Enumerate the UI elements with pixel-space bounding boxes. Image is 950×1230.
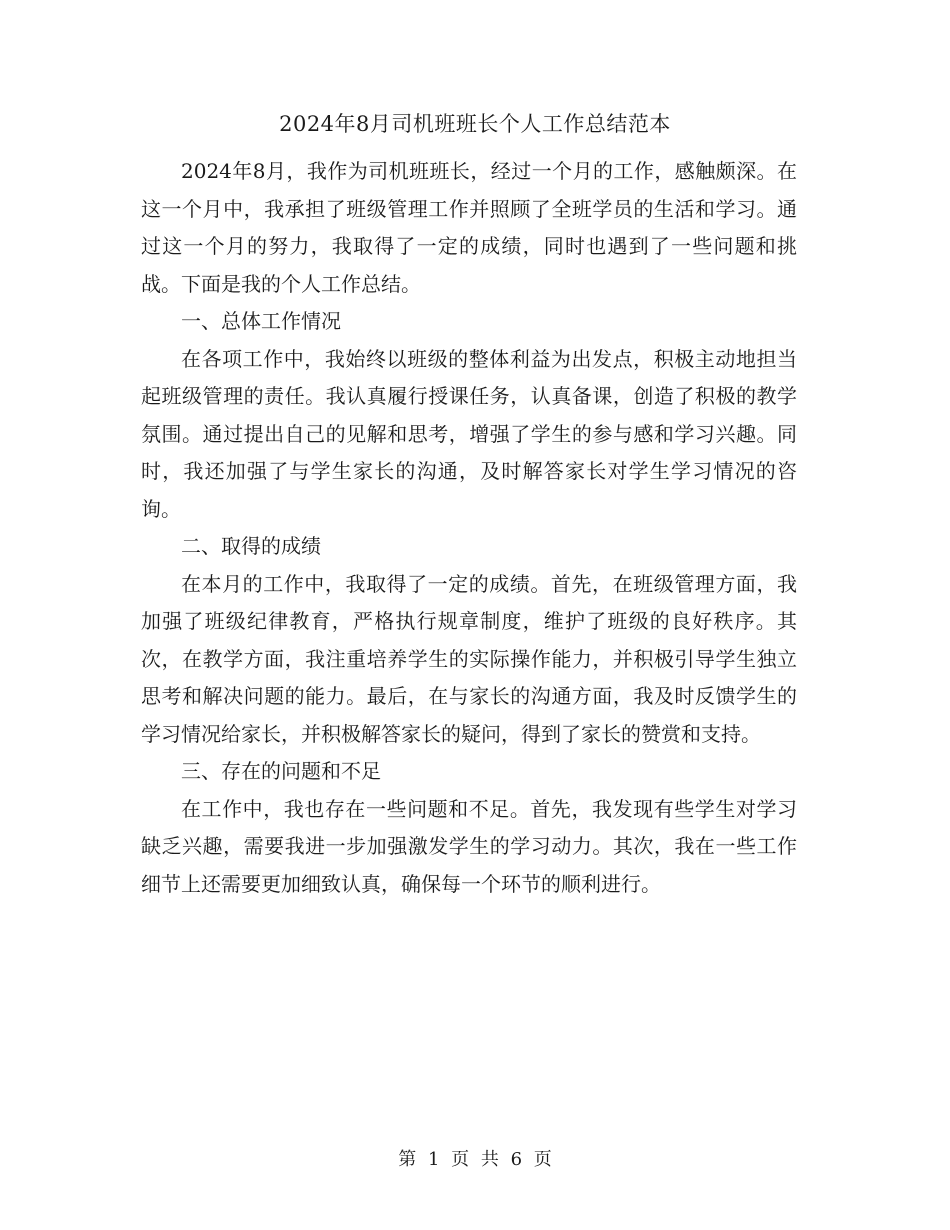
paragraph-achievements: 在本月的工作中，我取得了一定的成绩。首先，在班级管理方面，我加强了班级纪律教育，严格执行规章制度，维护了班级的良好秩序。其次，在教学方面，我注重培养学生的实际操作能力，并积极引导学生独立思考和解决问题的能力。最后，在与家长的沟通方面，我及时反馈学生的学习情况给家长，并积极解答家长的疑问，得到了家长的赞赏和支持。: [141, 571, 797, 746]
paragraph-problems: 在工作中，我也存在一些问题和不足。首先，我发现有些学生对学习缺乏兴趣，需要我进一步加强激发学生的学习动力。其次，我在一些工作细节上还需要更加细致认真，确保每一个环节的顺利进行。: [141, 796, 797, 896]
page-number-footer: 第 1 页 共 6 页: [398, 1149, 552, 1170]
paragraph-overall: 在各项工作中，我始终以班级的整体利益为出发点，积极主动地担当起班级管理的责任。我认真履行授课任务，认真备课，创造了积极的教学氛围。通过提出自己的见解和思考，增强了学生的参与感和学习兴趣。同时，我还加强了与学生家长的沟通，及时解答家长对学生学习情况的咨询。: [141, 346, 797, 521]
section-heading-problems: 三、存在的问题和不足: [181, 759, 381, 783]
section-heading-overall: 一、总体工作情况: [181, 309, 341, 333]
document-title: 2024年8月司机班班长个人工作总结范本: [279, 112, 671, 136]
paragraph-intro: 2024年8月，我作为司机班班长，经过一个月的工作，感触颇深。在这一个月中，我承担了班级管理工作并照顾了全班学员的生活和学习。通过这一个月的努力，我取得了一定的成绩，同时也遇到了一些问题和挑战。下面是我的个人工作总结。: [141, 159, 797, 296]
section-heading-achievements: 二、取得的成绩: [181, 534, 321, 558]
document-body: [141, 153, 797, 903]
